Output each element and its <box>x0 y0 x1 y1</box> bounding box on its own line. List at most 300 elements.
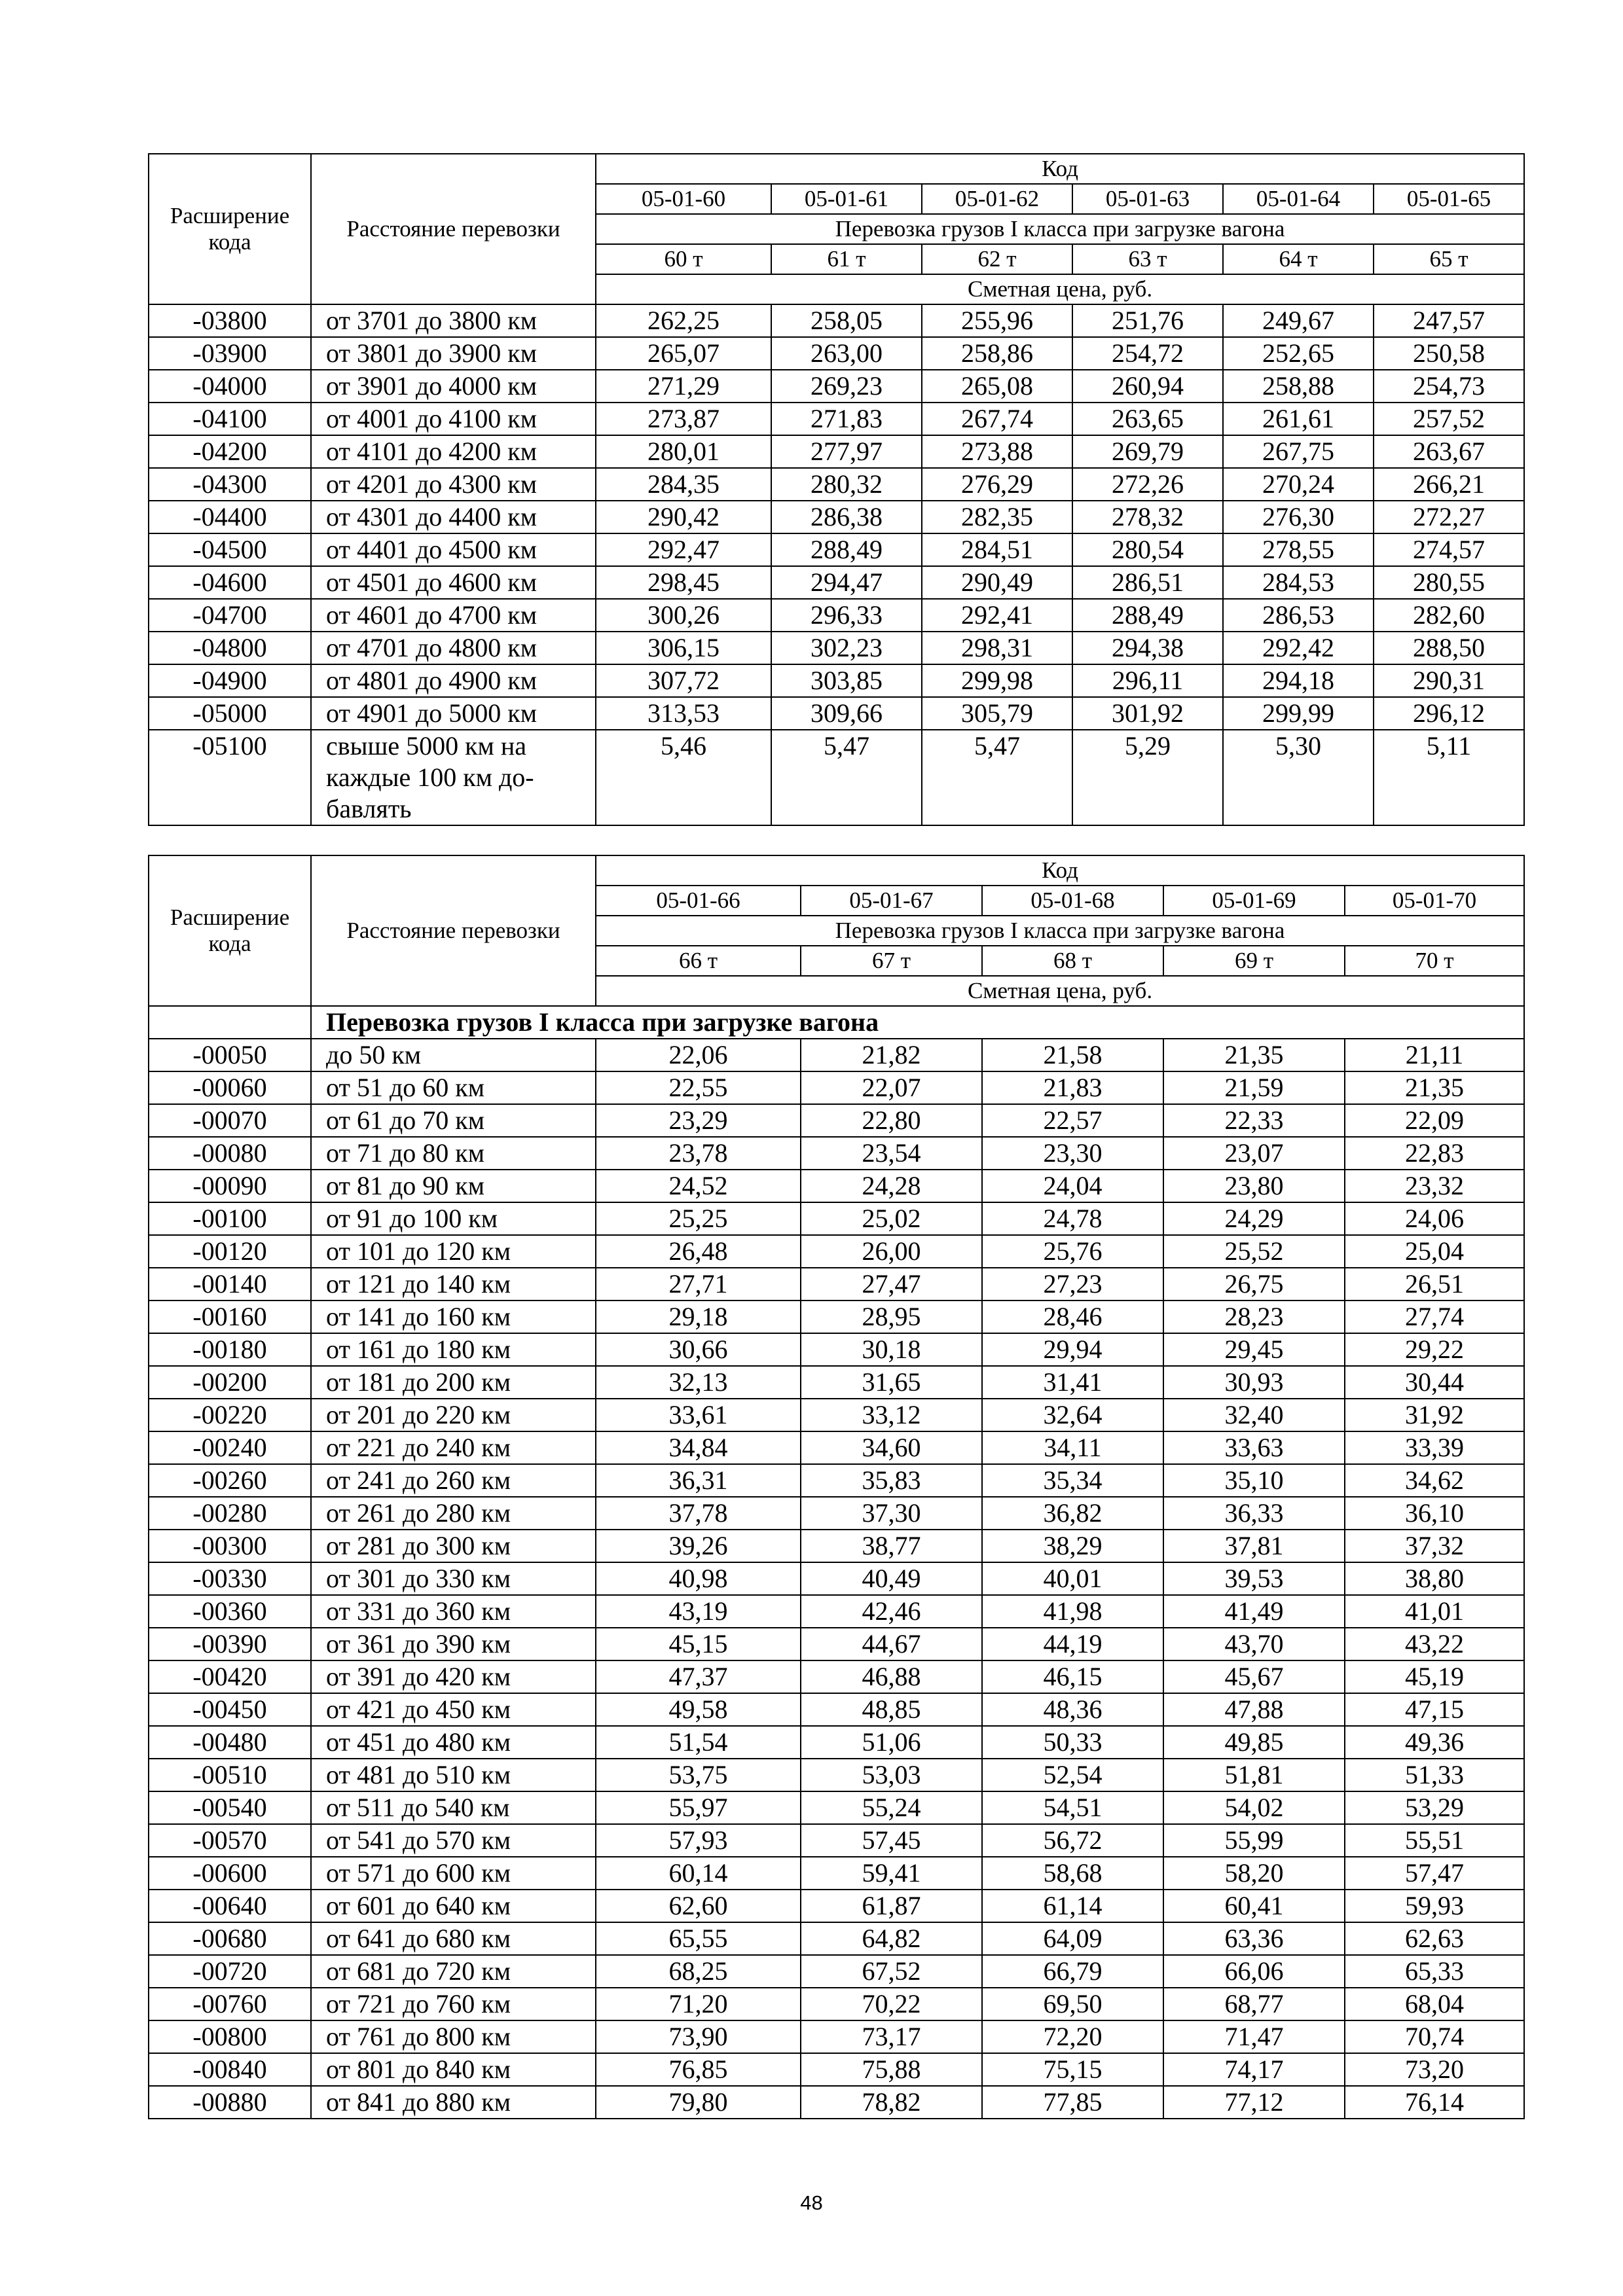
row-price: 58,68 <box>982 1857 1163 1890</box>
row-price: 32,40 <box>1163 1399 1345 1431</box>
row-distance: от 361 до 390 км <box>311 1628 596 1660</box>
row-price: 61,87 <box>801 1890 982 1922</box>
row-distance: от 61 до 70 км <box>311 1104 596 1137</box>
row-code: -00450 <box>149 1693 311 1726</box>
table-row <box>149 1497 1524 1530</box>
table-row <box>149 2020 1524 2053</box>
row-distance: от 101 до 120 км <box>311 1235 596 1268</box>
row-price: 65,55 <box>596 1922 801 1955</box>
table-row <box>149 1660 1524 1693</box>
section-title: Перевозка грузов I класса при загрузке вагона <box>311 1006 1524 1039</box>
tonnage-header: 68 т <box>982 946 1163 976</box>
row-code: -00100 <box>149 1202 311 1235</box>
row-price: 21,82 <box>801 1039 982 1071</box>
row-price: 36,10 <box>1345 1497 1524 1530</box>
row-price: 247,57 <box>1374 304 1524 337</box>
tonnage-header: 64 т <box>1223 244 1374 274</box>
tonnage-header: 67 т <box>801 946 982 976</box>
row-distance: от 541 до 570 км <box>311 1824 596 1857</box>
row-price: 68,04 <box>1345 1988 1524 2020</box>
row-price: 313,53 <box>596 697 771 730</box>
distance-header: Расстояние перевозки <box>311 855 596 1006</box>
tonnage-header: 61 т <box>771 244 922 274</box>
code-header: 05-01-69 <box>1163 886 1345 916</box>
row-code: -00090 <box>149 1170 311 1202</box>
row-price: 296,33 <box>771 599 922 632</box>
table-row <box>149 1366 1524 1399</box>
row-price: 34,62 <box>1345 1464 1524 1497</box>
row-price: 31,41 <box>982 1366 1163 1399</box>
row-price: 292,47 <box>596 533 771 566</box>
row-price: 52,54 <box>982 1759 1163 1791</box>
row-code: -04700 <box>149 599 311 632</box>
row-price: 62,63 <box>1345 1922 1524 1955</box>
table-row <box>149 533 1524 566</box>
row-price: 273,88 <box>922 435 1072 468</box>
code-header: 05-01-63 <box>1072 184 1223 214</box>
row-code: -00540 <box>149 1791 311 1824</box>
row-distance: от 4901 до 5000 км <box>311 697 596 730</box>
row-distance: от 241 до 260 км <box>311 1464 596 1497</box>
row-price: 56,72 <box>982 1824 1163 1857</box>
code-extension-header: Расширение кода <box>149 154 311 304</box>
table-row <box>149 1791 1524 1824</box>
row-price: 73,20 <box>1345 2053 1524 2086</box>
table-row <box>149 1562 1524 1595</box>
row-price: 34,11 <box>982 1431 1163 1464</box>
row-distance: от 601 до 640 км <box>311 1890 596 1922</box>
row-price: 254,72 <box>1072 337 1223 370</box>
row-price: 280,01 <box>596 435 771 468</box>
code-header: 05-01-67 <box>801 886 982 916</box>
row-price: 299,99 <box>1223 697 1374 730</box>
table-row <box>149 304 1524 337</box>
row-price: 70,22 <box>801 1988 982 2020</box>
code-group-header: Код <box>596 154 1524 184</box>
row-price: 27,47 <box>801 1268 982 1300</box>
row-distance: от 4601 до 4700 км <box>311 599 596 632</box>
row-price: 33,39 <box>1345 1431 1524 1464</box>
row-price: 266,21 <box>1374 468 1524 501</box>
row-price: 36,33 <box>1163 1497 1345 1530</box>
table-row <box>149 1988 1524 2020</box>
row-price: 272,27 <box>1374 501 1524 533</box>
table-row <box>149 1071 1524 1104</box>
table-row <box>149 2053 1524 2086</box>
row-price: 68,25 <box>596 1955 801 1988</box>
row-price: 27,23 <box>982 1268 1163 1300</box>
row-distance: от 221 до 240 км <box>311 1431 596 1464</box>
row-price: 76,14 <box>1345 2086 1524 2119</box>
row-price: 42,46 <box>801 1595 982 1628</box>
row-distance: от 201 до 220 км <box>311 1399 596 1431</box>
row-price: 26,00 <box>801 1235 982 1268</box>
row-price: 30,93 <box>1163 1366 1345 1399</box>
table-row <box>149 435 1524 468</box>
row-distance: от 4701 до 4800 км <box>311 632 596 664</box>
row-price: 44,67 <box>801 1628 982 1660</box>
table-row <box>149 599 1524 632</box>
distance-header: Расстояние перевозки <box>311 154 596 304</box>
row-price: 62,60 <box>596 1890 801 1922</box>
table-row <box>149 1890 1524 1922</box>
row-price: 263,65 <box>1072 403 1223 435</box>
row-distance: от 4501 до 4600 км <box>311 566 596 599</box>
row-code: -00120 <box>149 1235 311 1268</box>
row-price: 262,25 <box>596 304 771 337</box>
row-price: 33,12 <box>801 1399 982 1431</box>
row-code: -00180 <box>149 1333 311 1366</box>
row-price: 66,79 <box>982 1955 1163 1988</box>
row-price: 299,98 <box>922 664 1072 697</box>
row-price: 24,28 <box>801 1170 982 1202</box>
row-price: 26,51 <box>1345 1268 1524 1300</box>
row-price: 57,47 <box>1345 1857 1524 1890</box>
row-price: 38,77 <box>801 1530 982 1562</box>
row-price: 70,74 <box>1345 2020 1524 2053</box>
row-price: 27,74 <box>1345 1300 1524 1333</box>
row-price: 43,70 <box>1163 1628 1345 1660</box>
row-code: -03900 <box>149 337 311 370</box>
row-price: 69,50 <box>982 1988 1163 2020</box>
row-distance: от 721 до 760 км <box>311 1988 596 2020</box>
table-row <box>149 1202 1524 1235</box>
row-price: 23,32 <box>1345 1170 1524 1202</box>
row-code: -00140 <box>149 1268 311 1300</box>
row-price: 34,84 <box>596 1431 801 1464</box>
row-price: 265,08 <box>922 370 1072 403</box>
table-row <box>149 1595 1524 1628</box>
row-code: -00880 <box>149 2086 311 2119</box>
table-row <box>149 1268 1524 1300</box>
row-price: 38,80 <box>1345 1562 1524 1595</box>
row-price: 5,29 <box>1072 730 1223 825</box>
row-price: 277,97 <box>771 435 922 468</box>
row-price: 306,15 <box>596 632 771 664</box>
row-price: 50,33 <box>982 1726 1163 1759</box>
row-price: 263,00 <box>771 337 922 370</box>
row-code: -00330 <box>149 1562 311 1595</box>
row-price: 66,06 <box>1163 1955 1345 1988</box>
row-price: 46,15 <box>982 1660 1163 1693</box>
row-price: 68,77 <box>1163 1988 1345 2020</box>
row-price: 63,36 <box>1163 1922 1345 1955</box>
row-code: -00720 <box>149 1955 311 1988</box>
row-price: 46,88 <box>801 1660 982 1693</box>
code-header: 05-01-65 <box>1374 184 1524 214</box>
row-price: 298,45 <box>596 566 771 599</box>
table-row <box>149 1170 1524 1202</box>
row-price: 278,55 <box>1223 533 1374 566</box>
row-price: 301,92 <box>1072 697 1223 730</box>
row-code: -03800 <box>149 304 311 337</box>
row-price: 35,10 <box>1163 1464 1345 1497</box>
row-price: 48,85 <box>801 1693 982 1726</box>
row-price: 23,07 <box>1163 1137 1345 1170</box>
row-price: 22,06 <box>596 1039 801 1071</box>
row-price: 77,85 <box>982 2086 1163 2119</box>
row-price: 276,30 <box>1223 501 1374 533</box>
row-price: 26,48 <box>596 1235 801 1268</box>
row-code: -00390 <box>149 1628 311 1660</box>
tonnage-header: 70 т <box>1345 946 1524 976</box>
row-price: 27,71 <box>596 1268 801 1300</box>
row-price: 41,49 <box>1163 1595 1345 1628</box>
code-header: 05-01-68 <box>982 886 1163 916</box>
row-distance: от 4301 до 4400 км <box>311 501 596 533</box>
code-header: 05-01-60 <box>596 184 771 214</box>
row-price: 36,82 <box>982 1497 1163 1530</box>
table-row <box>149 1628 1524 1660</box>
table-body <box>149 304 1524 825</box>
table-row <box>149 1137 1524 1170</box>
row-distance: от 331 до 360 км <box>311 1595 596 1628</box>
row-price: 40,01 <box>982 1562 1163 1595</box>
row-code: -04100 <box>149 403 311 435</box>
row-price: 31,65 <box>801 1366 982 1399</box>
row-price: 60,14 <box>596 1857 801 1890</box>
row-price: 286,51 <box>1072 566 1223 599</box>
row-price: 40,49 <box>801 1562 982 1595</box>
row-price: 23,29 <box>596 1104 801 1137</box>
row-code: -04200 <box>149 435 311 468</box>
row-price: 54,51 <box>982 1791 1163 1824</box>
row-price: 76,85 <box>596 2053 801 2086</box>
row-distance: от 3701 до 3800 км <box>311 304 596 337</box>
price-unit-header: Сметная цена, руб. <box>596 976 1524 1006</box>
row-price: 39,26 <box>596 1530 801 1562</box>
row-price: 75,88 <box>801 2053 982 2086</box>
row-price: 274,57 <box>1374 533 1524 566</box>
row-price: 73,17 <box>801 2020 982 2053</box>
row-price: 33,61 <box>596 1399 801 1431</box>
row-price: 30,44 <box>1345 1366 1524 1399</box>
table-row <box>149 1104 1524 1137</box>
row-price: 5,47 <box>771 730 922 825</box>
row-price: 53,75 <box>596 1759 801 1791</box>
row-code: -00060 <box>149 1071 311 1104</box>
row-code: -04500 <box>149 533 311 566</box>
table-row <box>149 1399 1524 1431</box>
row-price: 29,45 <box>1163 1333 1345 1366</box>
row-price: 252,65 <box>1223 337 1374 370</box>
table-row <box>149 1300 1524 1333</box>
row-code: -00800 <box>149 2020 311 2053</box>
row-distance: от 3801 до 3900 км <box>311 337 596 370</box>
row-price: 286,38 <box>771 501 922 533</box>
row-price: 71,20 <box>596 1988 801 2020</box>
row-distance: от 451 до 480 км <box>311 1726 596 1759</box>
row-price: 305,79 <box>922 697 1072 730</box>
table-row <box>149 370 1524 403</box>
row-code: -00070 <box>149 1104 311 1137</box>
row-code: -00200 <box>149 1366 311 1399</box>
row-price: 55,24 <box>801 1791 982 1824</box>
row-price: 294,47 <box>771 566 922 599</box>
row-price: 290,31 <box>1374 664 1524 697</box>
table-row <box>149 566 1524 599</box>
table-row <box>149 1235 1524 1268</box>
table-row <box>149 1922 1524 1955</box>
row-code: -00510 <box>149 1759 311 1791</box>
row-price: 51,06 <box>801 1726 982 1759</box>
table-body <box>149 1006 1524 2119</box>
row-code: -00640 <box>149 1890 311 1922</box>
row-price: 22,83 <box>1345 1137 1524 1170</box>
row-price: 51,33 <box>1345 1759 1524 1791</box>
row-price: 23,80 <box>1163 1170 1345 1202</box>
row-price: 267,75 <box>1223 435 1374 468</box>
row-price: 5,30 <box>1223 730 1374 825</box>
table-row <box>149 664 1524 697</box>
row-price: 290,42 <box>596 501 771 533</box>
row-price: 286,53 <box>1223 599 1374 632</box>
row-distance: от 571 до 600 км <box>311 1857 596 1890</box>
row-price: 23,54 <box>801 1137 982 1170</box>
row-price: 278,32 <box>1072 501 1223 533</box>
row-price: 296,12 <box>1374 697 1524 730</box>
table-row <box>149 1431 1524 1464</box>
row-price: 288,50 <box>1374 632 1524 664</box>
row-price: 21,83 <box>982 1071 1163 1104</box>
row-price: 49,58 <box>596 1693 801 1726</box>
row-price: 265,07 <box>596 337 771 370</box>
row-price: 29,22 <box>1345 1333 1524 1366</box>
table-row <box>149 1333 1524 1366</box>
row-price: 31,92 <box>1345 1399 1524 1431</box>
row-price: 51,54 <box>596 1726 801 1759</box>
row-price: 39,53 <box>1163 1562 1345 1595</box>
code-header: 05-01-61 <box>771 184 922 214</box>
tonnage-header: 60 т <box>596 244 771 274</box>
table-row <box>149 1955 1524 1988</box>
row-price: 24,52 <box>596 1170 801 1202</box>
row-price: 59,41 <box>801 1857 982 1890</box>
row-price: 48,36 <box>982 1693 1163 1726</box>
row-price: 37,30 <box>801 1497 982 1530</box>
row-distance: от 161 до 180 км <box>311 1333 596 1366</box>
row-price: 47,37 <box>596 1660 801 1693</box>
table-row <box>149 337 1524 370</box>
row-distance: от 681 до 720 км <box>311 1955 596 1988</box>
table-row <box>149 1759 1524 1791</box>
row-price: 55,97 <box>596 1791 801 1824</box>
row-price: 270,24 <box>1223 468 1374 501</box>
row-price: 273,87 <box>596 403 771 435</box>
row-distance: от 4201 до 4300 км <box>311 468 596 501</box>
row-price: 28,23 <box>1163 1300 1345 1333</box>
row-code: -05100 <box>149 730 311 825</box>
code-group-header: Код <box>596 855 1524 886</box>
tonnage-header: 69 т <box>1163 946 1345 976</box>
row-code: -00420 <box>149 1660 311 1693</box>
row-price: 302,23 <box>771 632 922 664</box>
row-distance: от 91 до 100 км <box>311 1202 596 1235</box>
table-row <box>149 1824 1524 1857</box>
row-price: 30,18 <box>801 1333 982 1366</box>
row-price: 251,76 <box>1072 304 1223 337</box>
row-price: 44,19 <box>982 1628 1163 1660</box>
row-price: 5,11 <box>1374 730 1524 825</box>
row-code: -00480 <box>149 1726 311 1759</box>
row-price: 58,20 <box>1163 1857 1345 1890</box>
row-price: 263,67 <box>1374 435 1524 468</box>
row-price: 45,19 <box>1345 1660 1524 1693</box>
row-price: 258,88 <box>1223 370 1374 403</box>
row-price: 38,29 <box>982 1530 1163 1562</box>
row-price: 257,52 <box>1374 403 1524 435</box>
row-price: 26,75 <box>1163 1268 1345 1300</box>
row-price: 37,78 <box>596 1497 801 1530</box>
row-code: -00300 <box>149 1530 311 1562</box>
row-price: 28,46 <box>982 1300 1163 1333</box>
code-extension-header: Расширение кода <box>149 855 311 1006</box>
row-price: 269,79 <box>1072 435 1223 468</box>
row-price: 269,23 <box>771 370 922 403</box>
row-price: 55,99 <box>1163 1824 1345 1857</box>
row-price: 54,02 <box>1163 1791 1345 1824</box>
row-price: 261,61 <box>1223 403 1374 435</box>
row-price: 43,22 <box>1345 1628 1524 1660</box>
row-price: 22,57 <box>982 1104 1163 1137</box>
row-price: 64,09 <box>982 1922 1163 1955</box>
row-price: 29,94 <box>982 1333 1163 1366</box>
table-row <box>149 730 1524 825</box>
row-price: 75,15 <box>982 2053 1163 2086</box>
row-code: -04600 <box>149 566 311 599</box>
row-price: 55,51 <box>1345 1824 1524 1857</box>
row-price: 254,73 <box>1374 370 1524 403</box>
row-price: 282,60 <box>1374 599 1524 632</box>
row-price: 41,01 <box>1345 1595 1524 1628</box>
row-price: 71,47 <box>1163 2020 1345 2053</box>
table-row <box>149 468 1524 501</box>
row-price: 72,20 <box>982 2020 1163 2053</box>
row-price: 292,41 <box>922 599 1072 632</box>
code-header: 05-01-62 <box>922 184 1072 214</box>
row-price: 41,98 <box>982 1595 1163 1628</box>
row-distance: от 141 до 160 км <box>311 1300 596 1333</box>
row-price: 280,55 <box>1374 566 1524 599</box>
row-price: 280,32 <box>771 468 922 501</box>
table-row <box>149 632 1524 664</box>
row-distance: от 71 до 80 км <box>311 1137 596 1170</box>
row-price: 49,36 <box>1345 1726 1524 1759</box>
row-price: 5,47 <box>922 730 1072 825</box>
row-code: -00240 <box>149 1431 311 1464</box>
row-price: 22,07 <box>801 1071 982 1104</box>
row-price: 45,67 <box>1163 1660 1345 1693</box>
row-price: 73,90 <box>596 2020 801 2053</box>
row-code: -00600 <box>149 1857 311 1890</box>
row-price: 29,18 <box>596 1300 801 1333</box>
table-row <box>149 697 1524 730</box>
row-price: 296,11 <box>1072 664 1223 697</box>
tonnage-header: 66 т <box>596 946 801 976</box>
row-price: 24,06 <box>1345 1202 1524 1235</box>
row-distance: от 121 до 140 км <box>311 1268 596 1300</box>
price-unit-header: Сметная цена, руб. <box>596 274 1524 304</box>
row-price: 77,12 <box>1163 2086 1345 2119</box>
row-price: 47,88 <box>1163 1693 1345 1726</box>
row-price: 288,49 <box>771 533 922 566</box>
cargo-description-header: Перевозка грузов I класса при загрузке вагона <box>596 916 1524 946</box>
table-row <box>149 1726 1524 1759</box>
row-price: 32,13 <box>596 1366 801 1399</box>
row-price: 35,34 <box>982 1464 1163 1497</box>
row-distance: от 4801 до 4900 км <box>311 664 596 697</box>
row-price: 21,35 <box>1163 1039 1345 1071</box>
